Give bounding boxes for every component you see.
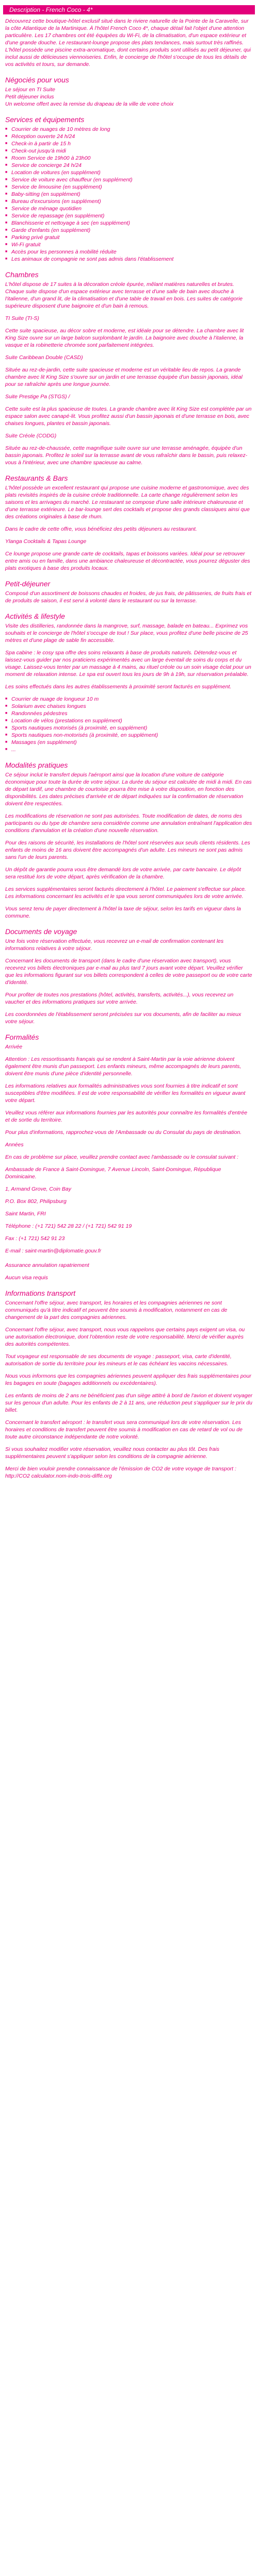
list-item: ■ Blanchisserie et nettoyage à sec (en supplément) [5,219,253,227]
section-paragraph: Une fois votre réservation effectuée, vous recevrez un e-mail de confirmation contenant les informations relatives à votre séjour. [5,938,224,952]
section [5,760,253,920]
list-item: ■ Randonnées pédestres [5,710,253,717]
list-item: ■ Massages (en supplément) [5,739,253,746]
content [0,14,258,1480]
section-paragraph: Concernant le transfert aéroport : le transfert vous sera communiqué lors de votre réservation. Les horaires et conditions de transfert peuvent être soumis à modification en cas de retard de vol ou de toute autre circonstance indépendante de notre volonté. [5,1419,243,1440]
intro-text: Découvrez cette boutique-hôtel exclusif situé dans le riviere naturelle de la Pointe de la Caravelle, sur la côte Atlantique de la Martinique. À l'hôtel French Coco 4*, chaque détail fait l'objet d'une attention particulière. Les 17 chambres ont été équipées du Wi-Fi, de la climatisation, d'un espace extérieur et d'une grande douche. Le restaurant-lounge propose des plats tendances, mais surtout très raffinés. L'hôtel possède une piscine extra-aromatique, dont certains produits sont utilisés au petit déjeuner, qui inclut aussi de délicieuses viennoiseries. Enfin, le concierge de l'hôtel s'occupe de tous les détails de vos activités et tours, sur demande. [5,18,251,67]
section-paragraph: Merci de bien vouloir prendre connaissance de l'émission de CO2 de votre voyage de transport : http://CO2 calculator.nom-indo-trois-diffé.org [5,1466,236,1479]
section [5,579,253,604]
section-paragraph: Arrivée [5,1044,23,1050]
section-paragraph: Ambassade de France à Saint-Domingue, 7 Avenue Lincoln, Saint-Domingue, République Dominicaine. [5,1166,221,1180]
section-paragraph: Vous serez tenu de payer directement à l'hôtel la taxe de séjour, selon les tarifs en vigueur dans la commune. [5,906,241,919]
section-paragraph: E-mail : saint-martin@diplomatie.gouv.fr [5,1248,102,1254]
section-paragraph: Concernant l'offre séjour, avec transport, nous vous rappelons que certains pays exigent un visa, ou une autorisation électronique, dont l'obtention reste de votre responsabilité. Merci de vérifier auprès des autorités compétentes. [5,1327,245,1347]
section-paragraph: Ce séjour inclut le transfert depuis l'aéroport ainsi que la location d'une voiture de catégorie économique pour toute la durée de votre séjour. La durée du séjour est calculée de midi à midi. En cas de départ tardif, une chambre de courtoisie pourra être mise à votre disposition, en fonction des disponibilités. Les dates précises d'arrivée et de départ indiquées sur la confirmation de réservation doivent être respectées. [5,772,252,807]
list-item: ■ Courrier de nuage de longueur 10 m [5,696,253,703]
section-title: Informations transport [5,1289,76,1297]
section-paragraph: Suite Créole (CODG) [5,433,57,439]
section-line: Le séjour en TI Suite [5,87,55,93]
list-item: ■ Location de vélos (prestations en supplément) [5,717,253,724]
list-item: ■ Location de voitures (en supplément) [5,169,253,176]
section-paragraph: Cette suite spacieuse, au décor sobre et moderne, est idéale pour se détendre. La chambre avec lit King Size ouvre sur un large balcon surplombant le jardin. La baignoire avec douche à l'italienne, la vasque et la robinetterie chromée sont parfaitement intégrées. [5,328,244,348]
section-paragraph: Suite Prestige Pa (STGS) / [5,394,70,400]
section-paragraph: Aucun visa requis [5,1275,48,1281]
section-paragraph: Les soins effectués dans les autres établissements à proximité seront facturés en supplément. [5,684,232,690]
section-paragraph: Fax : (+1 721) 542 91 23 [5,1235,65,1242]
section-paragraph: Nous vous informons que les compagnies aériennes peuvent appliquer des frais supplémentaires pour les bagages en soute (bagages additionnels ou excédentaires). [5,1373,251,1386]
section-paragraph: L'hôtel dispose de 17 suites à la décoration créole épurée, mêlant matières naturelles et brutes. Chaque suite dispose d'un espace extérieur avec terrasse et d'une salle de bain avec douche à l'italienne, d'un grand lit, de la climatisation et d'une table de travail en bois. Les suites de catégorie supérieure disposent d'une baignoire et d'un bain à remous. [5,281,243,309]
list-item: ■ Solarium avec chaises longues [5,703,253,710]
section [5,927,253,1025]
section [5,1289,253,1480]
section-paragraph: En cas de problème sur place, veuillez prendre contact avec l'ambassade ou le consulat suivant : [5,1154,239,1160]
section-paragraph: Les services supplémentaires seront facturés directement à l'hôtel. Le paiement s'effectue sur place. Les informations concernant les activités et le spa vous seront communiquées lors de votre arrivée. [5,886,246,900]
section-paragraph: Pour plus d'informations, rapprochez-vous de l'Ambassade ou du Consulat du pays de destination. [5,1129,242,1136]
list-item: ■ Service de voiture avec chauffeur (en supplément) [5,176,253,183]
section [5,1262,253,1281]
section-title: Chambres [5,270,39,279]
list-item: ■ ... [5,746,253,753]
list-item: ■ Bureau d'excursions (en supplément) [5,198,253,205]
list-item: ■ Service de ménage quotidien [5,205,253,212]
section-paragraph: Veuillez vous référer aux informations fournies par les autorités pour connaître les formalités d'entrée et de sortie du territoire. [5,1110,248,1123]
section-paragraph: Assurance annulation rapatriement [5,1262,89,1268]
list-item: ■ Baby-sitting (en supplément) [5,191,253,198]
list-item: ■ Check-in à partir de 15 h [5,140,253,147]
section-paragraph: Située au rez-de-chaussée, cette magnifique suite ouvre sur une terrasse aménagée, équipée d'un bassin japonais. Profitez le soleil sur la terrasse avant de vous rafraîchir dans le bassin, puis relaxez-vous à l'intérieur, avec une chambre spacieuse au calme. [5,445,248,466]
section [5,612,253,753]
list-item: ■ Service de repassage (en supplément) [5,212,253,219]
section-paragraph: Ylanga Cocktails & Tapas Lounge [5,538,87,545]
list-item: ■ Garde d'enfants (en supplément) [5,227,253,234]
list-item: ■ Accès pour les personnes à mobilité réduite [5,248,253,256]
list-item: ■ Les animaux de compagnie ne sont pas admis dans l'établissement [5,256,253,263]
section-paragraph: Attention : Les ressortissants français qui se rendent à Saint-Martin par la voie aérienne doivent également être munis d'un passeport. Les enfants mineurs, même accompagnés de leurs parents, doivent être munis d'une pièce d'identité personnelle. [5,1056,241,1077]
section-paragraph: Cette suite est la plus spacieuse de toutes. La grande chambre avec lit King Size est complétée par un espace salon avec canapé-lit. Vous profitez aussi d'un bassin japonais et d'une terrasse en bois, avec chaises longues, plantes et bassin japonais. [5,406,252,427]
section-paragraph: Pour profiter de toutes nos prestations (hôtel, activités, transferts, activités...), vous recevrez un vaucher et des informations pratiques sur votre arrivée. [5,992,234,1005]
list-item: ■ Wi-Fi gratuit [5,241,253,248]
section-paragraph: Pour des raisons de sécurité, les installations de l'hôtel sont réservées aux seuls clients résidents. Les enfants de moins de 16 ans doivent être accompagnés d'un adulte. Les mineurs ne sont pas admis sans l'un de leurs parents. [5,840,250,860]
section-title: Activités & lifestyle [5,612,65,620]
section-paragraph: Tout voyageur est responsable de ses documents de voyage : passeport, visa, carte d'identité, autorisation de sortie du territoire pour les mineurs et le cas échéant les vaccins nécessaires. [5,1353,232,1367]
section-paragraph: Spa cabine : le cosy spa offre des soins relaxants à base de produits naturels. Détendez-vous et laissez-vous guider par nos praticiens expérimentés avec un large éventail de soins du corps et du visage. Laissez-vous tenter par un massage à 4 mains, au rituel créole ou un soin visage éclat pour un moment de relaxation intense. Le spa est ouvert tous les jours de 9h à 19h, sur réservation préalable. [5,650,251,677]
section-paragraph: L'hôtel possède un excellent restaurant qui propose une cuisine moderne et gastronomique, avec des plats revisités inspirés de la cuisine créole traditionnelle. La carte change régulièrement selon les saisons et les arrivages du marché. Le restaurant se compose d'une salle intérieure chaleureuse et d'une terrasse extérieure. Le bar-lounge sert des cocktails et propose des grands classiques ainsi que des créations originales à base de rhum. [5,485,250,520]
section-line: Petit déjeuner inclus [5,94,54,100]
section-paragraph: Composé d'un assortiment de boissons chaudes et froides, de jus frais, de pâtisseries, de fruits frais et de produits de saison, il est servi à volonté dans le restaurant ou sur la terrasse. [5,590,252,604]
list-item: ■ Sports nautiques non-motorisés (à proximité, en supplément) [5,732,253,739]
section-paragraph: 1, Armand Grove, Coin Bay [5,1186,71,1192]
bullet-list [5,126,253,263]
section-paragraph: Visite des distilleries, randonnée dans la mangrove, surf, massage, balade en bateau... Exprimez vos souhaits et le concierge de l'hôtel s'occupe de tout ! Sur place, vous profitez d'une belle piscine de 25 mètres et d'une plage de sable fin accessible. [5,623,248,643]
section [5,473,253,572]
section-title: Négociés pour vous [5,76,69,84]
section-title: Documents de voyage [5,927,77,936]
section-paragraph: Saint Martin, FRI [5,1211,46,1217]
section-paragraph: Les modifications de réservation ne sont pas autorisées. Toute modification de dates, de noms des participants ou du type de chambre sera considérée comme une annulation entraînant l'application des conditions d'annulation et la création d'une nouvelle réservation. [5,813,252,834]
section-title: Restaurants & Bars [5,474,68,482]
list-item: ■ Sports nautiques motorisés (à proximité, en supplément) [5,724,253,732]
section-paragraph: Dans le cadre de cette offre, vous bénéficiez des petits déjeuners au restaurant. [5,526,197,532]
section-paragraph: Les enfants de moins de 2 ans ne bénéficient pas d'un siège attitré à bord de l'avion et doivent voyager sur les genoux d'un adulte. Pour les enfants de 2 à 11 ans, une réduction peut s'appliquer sur le prix du billet. [5,1393,253,1413]
section-paragraph: Si vous souhaitez modifier votre réservation, veuillez nous contacter au plus tôt. Des frais supplémentaires peuvent s'appliquer selon les conditions de la compagnie aérienne. [5,1446,219,1460]
list-item: ■ Courrier de nuages de 10 mètres de long [5,126,253,133]
section-paragraph: Ce lounge propose une grande carte de cocktails, tapas et boissons variées. Idéal pour se retrouver entre amis ou en famille, dans une ambiance chaleureuse et décontractée, vous pourrez déguster des plats exotiques à base des produits locaux. [5,551,250,571]
list-item: ■ Parking privé gratuit [5,234,253,241]
section-paragraph: Les coordonnées de l'établissement seront précisées sur vos documents, afin de faciliter au mieux votre séjour. [5,1011,241,1025]
section-paragraph: Un dépôt de garantie pourra vous être demandé lors de votre arrivée, par carte bancaire. Le dépôt sera restitué lors de votre départ, après vérification de la chambre. [5,867,241,880]
page-title: Description - French Coco - 4* [3,5,255,14]
section-paragraph: TI Suite (TI-S) [5,315,39,321]
list-item: ■ Room Service de 19h00 à 23h00 [5,155,253,162]
section-title: Modalités pratiques [5,761,68,769]
section-paragraph: P.O. Box 802, Philipsburg [5,1198,67,1205]
section-title: Formalités [5,1033,39,1041]
section-paragraph: Années [5,1142,24,1148]
section-paragraph: Téléphone : (+1 721) 542 28 22 / (+1 721) 542 91 19 [5,1223,132,1229]
section-paragraph: Concernant l'offre séjour, avec transport, les horaires et les compagnies aériennes ne sont communiqués qu'à titre indicatif et peuvent être soumis à modification, notamment en cas de changement de la part des compagnies aériennes. [5,1300,228,1320]
bullet-list [5,696,253,753]
list-item: ■ Check-out jusqu'à midi [5,147,253,155]
section-paragraph: Suite Caribbean Double (CASD) [5,354,83,361]
list-item: ■ Réception ouverte 24 h/24 [5,133,253,140]
section-line: Un welcome offert avec la remise du drapeau de la ville de votre choix [5,101,174,107]
section [5,270,253,466]
list-item: ■ Service de concierge 24 h/24 [5,162,253,169]
sections [5,75,253,1480]
section [5,1032,253,1255]
section [5,115,253,263]
section-title: Petit-déjeuner [5,580,51,588]
section [5,75,253,108]
section-paragraph: Située au rez-de-jardin, cette suite spacieuse et moderne est un véritable lieu de repos. La grande chambre avec lit King Size s'ouvre sur un jardin et une terrasse équipée d'un bassin japonais, idéal pour se rafraîchir après une longue journée. [5,367,243,387]
section-title: Services et équipements [5,115,85,124]
section-paragraph: Les informations relatives aux formalités administratives vous sont fournies à titre indicatif et sont susceptibles d'être modifiées. Il est de votre responsabilité de vérifier les formalités en vigueur avant votre départ. [5,1083,246,1104]
section-paragraph: Concernant les documents de transport (dans le cadre d'une réservation avec transport), vous recevrez vos billets électroniques par e-mail au plus tard 7 jours avant votre départ. Veuillez vérifier que les informations figurant sur vos billets correspondent à celles de votre passeport ou de votre carte d'identité. [5,958,252,986]
list-item: ■ Service de limousine (en supplément) [5,183,253,191]
